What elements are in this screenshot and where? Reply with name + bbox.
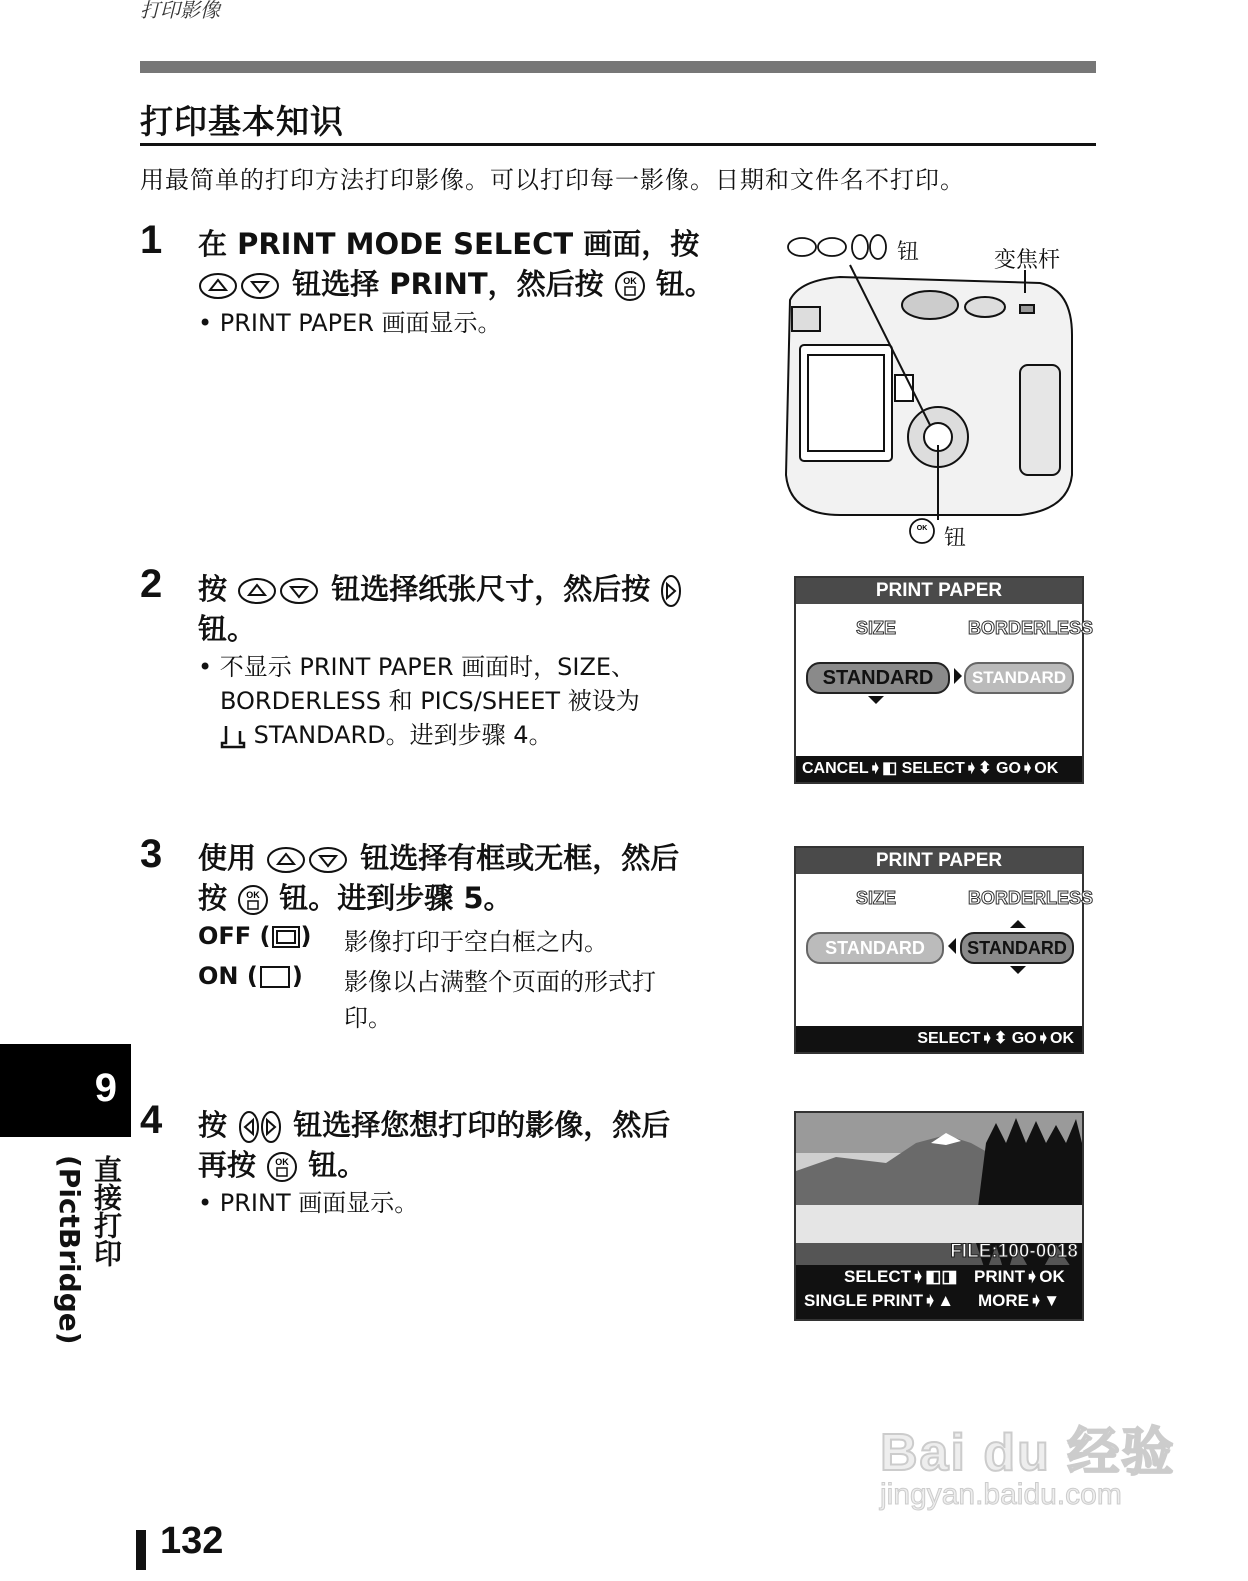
intro-text: 用最简单的打印方法打印影像。可以打印每一影像。日期和文件名不打印。: [140, 166, 965, 194]
step-2-text-a: 按: [198, 572, 228, 606]
on-option: [198, 962, 303, 990]
step-2-line-2: 钮。: [198, 612, 257, 646]
print-hint: PRINT➧OK: [974, 1267, 1065, 1286]
svg-text:OK: OK: [623, 276, 637, 286]
print-paper-screen-2: [794, 846, 1094, 1054]
svg-text:OK: OK: [246, 890, 260, 900]
borderless-page-icon: [258, 965, 292, 989]
screen-title: PRINT PAPER: [796, 848, 1082, 874]
preview-footer: [796, 1265, 1082, 1319]
step-2-line-1: [198, 569, 682, 609]
chapter-title: 直接打印 (PictBridge): [53, 1155, 123, 1345]
size-column-label: SIZE: [856, 888, 897, 908]
up-down-buttons-icon: [237, 576, 321, 606]
left-arrow-icon: [948, 938, 956, 954]
step-3-text-d: 钮。进到步骤 5。: [279, 881, 513, 915]
step-2-text-b: 钮选择纸张尺寸，然后按: [331, 572, 651, 606]
step-3-line-2: [198, 878, 513, 918]
down-arrow-icon: [868, 696, 884, 704]
more-hint: MORE➧▼: [978, 1291, 1061, 1310]
camera-drawing: [780, 225, 1100, 555]
page-number: 132: [160, 1520, 224, 1562]
ok-button-label: 钮: [944, 526, 967, 551]
standard-print-icon: [220, 723, 246, 749]
step-3-line-1: [198, 838, 679, 878]
on-description-2: 印。: [344, 1004, 392, 1032]
size-option-standard[interactable]: STANDARD: [806, 932, 944, 964]
step-3-text-c: 按: [198, 881, 228, 915]
print-paper-screen-1: [794, 576, 1094, 784]
step-number: 3: [140, 832, 163, 876]
up-down-buttons-icon: [198, 271, 282, 301]
title-underline: [140, 143, 1096, 146]
off-close: ): [300, 922, 312, 950]
running-header: 打印影像: [140, 0, 220, 22]
on-label: ON (: [198, 962, 258, 990]
right-button-icon: [660, 574, 682, 608]
chapter-number: 9: [94, 1066, 117, 1110]
chapter-tab: [0, 1044, 131, 1137]
svg-text:OK: OK: [916, 525, 928, 532]
step-1-bullet: • PRINT PAPER 画面显示。: [198, 309, 502, 337]
step-4-line-2: [198, 1145, 366, 1185]
step-2-bullet-2: BORDERLESS 和 PICS/SHEET 被设为: [220, 687, 640, 715]
arrow-buttons-label: 钮: [897, 240, 920, 265]
step-4-text-c: 再按: [198, 1148, 257, 1182]
step-4-text-b: 钮选择您想打印的影像，然后: [293, 1108, 671, 1142]
size-option-standard[interactable]: STANDARD: [806, 662, 950, 694]
right-arrow-icon: [954, 668, 962, 684]
left-right-buttons-icon: [237, 1110, 283, 1144]
watermark-url: jingyan.baidu.com: [880, 1478, 1122, 1511]
up-down-buttons-icon: [266, 845, 350, 875]
step-number: 1: [140, 218, 163, 262]
step-4-text-a: 按: [198, 1108, 228, 1142]
off-label: OFF (: [198, 922, 271, 950]
step-2-bullet-3: [220, 718, 553, 752]
step-1-line-2: [198, 264, 714, 304]
up-arrow-icon: [1010, 920, 1026, 928]
step-4-text-d: 钮。: [308, 1148, 367, 1182]
size-column-label: SIZE: [856, 618, 897, 638]
section-title: 打印基本知识: [140, 102, 344, 141]
step-4-line-1: [198, 1105, 670, 1145]
file-number: FILE:100-0018: [950, 1241, 1078, 1262]
off-option: [198, 922, 311, 950]
screen-footer: SELECT➧⬍ GO➧OK: [796, 1026, 1082, 1052]
watermark-logo: Bai du 经验: [880, 1424, 1176, 1482]
ok-button-icon: [614, 270, 646, 302]
step-3-text-a: 使用: [198, 841, 257, 875]
camera-illustration: [780, 225, 1100, 555]
step-4-bullet: • PRINT 画面显示。: [198, 1189, 419, 1217]
off-description: 影像打印于空白框之内。: [344, 928, 608, 956]
screen-footer: CANCEL➧◧ SELECT➧⬍ GO➧OK: [796, 756, 1082, 782]
print-preview-screen: [794, 1111, 1084, 1321]
borderless-column-label: BORDERLESS: [968, 888, 1094, 908]
select-hint: SELECT➧◧◨: [844, 1267, 958, 1286]
framed-page-icon: [271, 925, 301, 949]
step-number: 4: [140, 1098, 163, 1142]
ok-button-icon: [237, 884, 269, 916]
arrow-buttons-icon: [788, 235, 886, 259]
svg-text:OK: OK: [275, 1157, 289, 1167]
page-number-bar: [136, 1530, 146, 1570]
borderless-option-standard[interactable]: STANDARD: [960, 932, 1074, 964]
screen-title: PRINT PAPER: [796, 578, 1082, 604]
down-arrow-icon: [1010, 966, 1026, 974]
step-1-text-a: 钮选择 PRINT，然后按: [292, 267, 604, 301]
borderless-option-standard[interactable]: STANDARD: [964, 662, 1074, 694]
single-print-hint: SINGLE PRINT➧▲: [804, 1291, 955, 1310]
ok-button-icon: [266, 1151, 298, 1183]
step-1-line-1: 在 PRINT MODE SELECT 画面，按: [198, 227, 700, 261]
on-description-1: 影像以占满整个页面的形式打: [344, 968, 656, 996]
step-1-text-b: 钮。: [655, 267, 714, 301]
borderless-column-label: BORDERLESS: [968, 618, 1094, 638]
step-number: 2: [140, 562, 163, 606]
on-close: ): [291, 962, 303, 990]
zoom-lever-label: 变焦杆: [994, 248, 1061, 273]
step-2-bullet-1: • 不显示 PRINT PAPER 画面时，SIZE、: [198, 653, 636, 681]
header-rule: [140, 61, 1096, 73]
step-2-bullet-3-text: STANDARD。进到步骤 4。: [253, 721, 553, 749]
step-3-text-b: 钮选择有框或无框，然后: [360, 841, 680, 875]
